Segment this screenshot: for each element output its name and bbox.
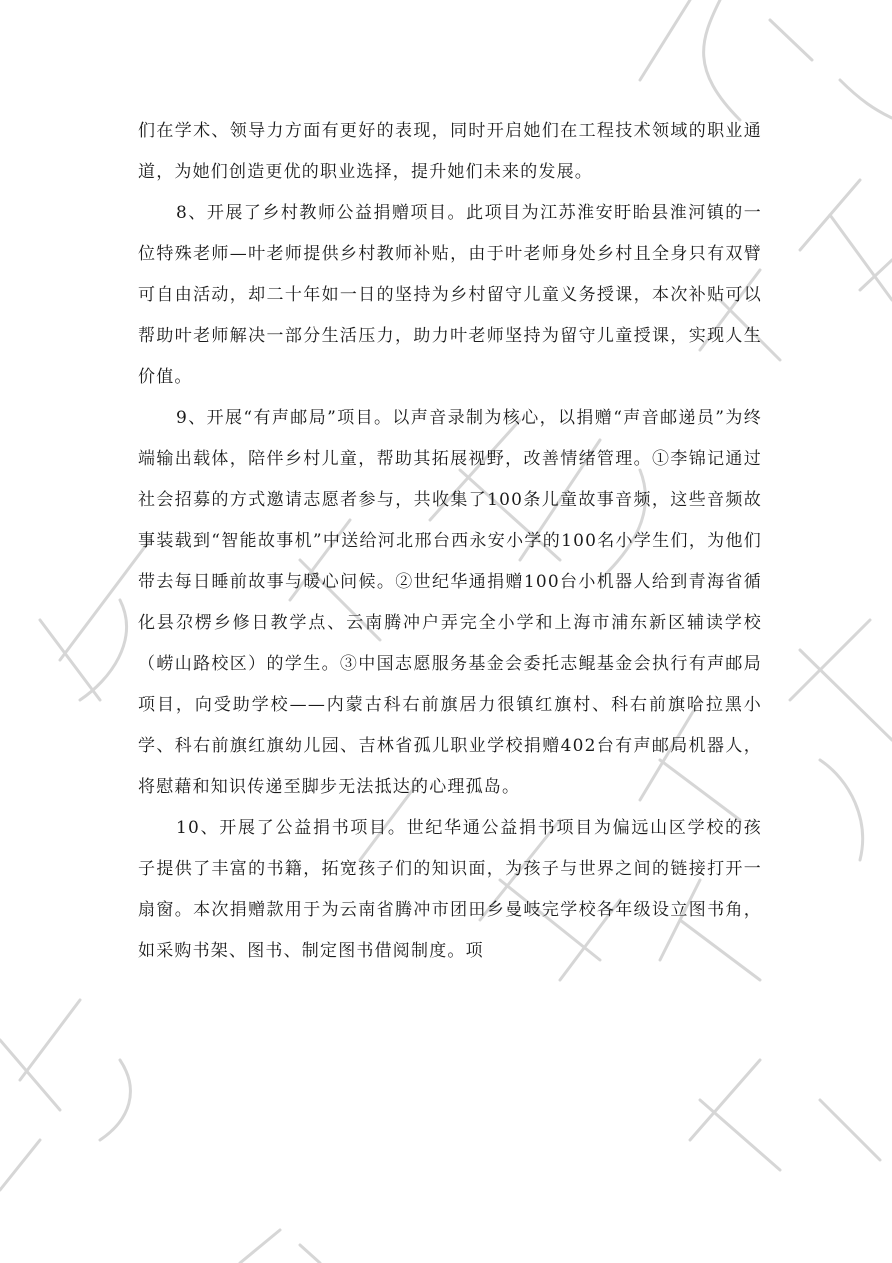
paragraph-continuation: 们在学术、领导力方面有更好的表现，同时开启她们在工程技术领域的职业通道，为她们创造更优的职业选择，提升她们未来的发展。 [138, 121, 762, 182]
watermark-glyph-bottom-right [240, 1060, 880, 1263]
paragraph-item-9-voice-post: 9、开展“有声邮局”项目。以声音录制为核心，以捐赠“声音邮递员”为终端输出载体，陪伴乡村儿童，帮助其拓展视野，改善情绪管理。①李锦记通过社会招募的方式邀请志愿者参与，共收集了100条儿童故事音频，这些音频故事装载到“智能故事机”中送给河北邢台西永安小学的100名小学生们，为他们带去每日睡前故事与暖心问候。②世纪华通捐赠100台小机器人给到青海省循化县尕楞乡修日教学点、云南腾冲户弄完全小学和上海市浦东新区辅读学校（崂山路校区）的学生。③中国志愿服务基金会委托志鲲基金会执行有声邮局项目，向受助学校——内蒙古科右前旗居力很镇红旗村、科右前旗哈拉黑小学、科右前旗红旗幼儿园、吉林省孤儿职业学校捐赠402台有声邮局机器人，将慰藉和知识传递至脚步无法抵达的心理孤岛。 [138, 408, 762, 797]
watermark-glyph-bottom-left [0, 1000, 130, 1190]
watermark-glyph-top-right [640, 0, 892, 120]
paragraph-item-8-rural-teacher: 8、开展了乡村教师公益捐赠项目。此项目为江苏淮安盱眙县淮河镇的一位特殊老师—叶老师提供乡村教师补贴，由于叶老师身处乡村且全身只有双臂可自由活动，却二十年如一日的坚持为乡村留守儿童义务授课，本次补贴可以帮助叶老师解决一部分生活压力，助力叶老师坚持为留守儿童授课，实现人生价值。 [138, 203, 762, 387]
document-page [138, 111, 762, 972]
paragraph-item-10-book-donation: 10、开展了公益捐书项目。世纪华通公益捐书项目为偏远山区学校的孩子提供了丰富的书籍，拓宽孩子们的知识面，为孩子与世界之间的链接打开一扇窗。本次捐赠款用于为云南省腾冲市团田乡曼岐完学校各年级设立图书角，如采购书架、图书、制定图书借阅制度。项 [138, 818, 762, 961]
